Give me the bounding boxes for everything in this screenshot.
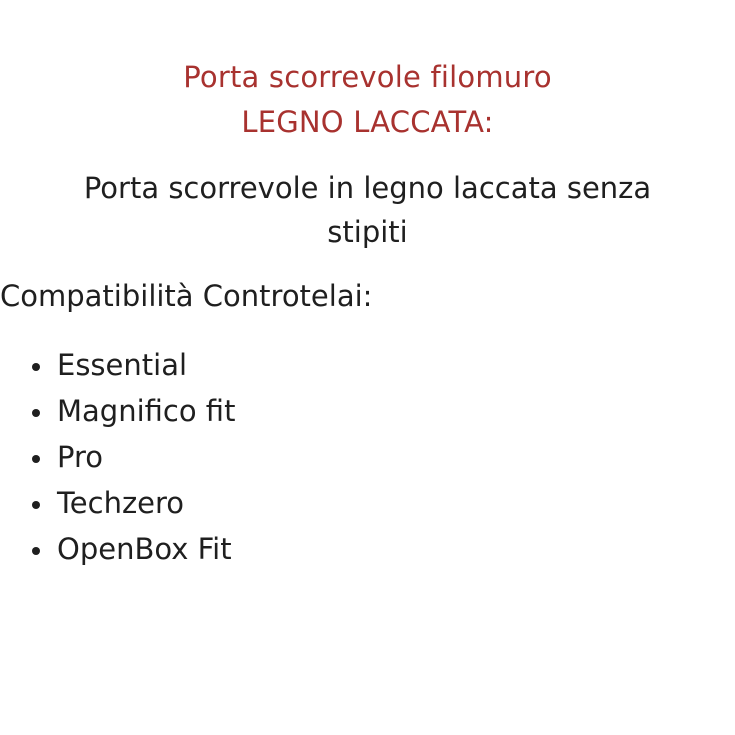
compatibility-item-label: Essential	[57, 348, 188, 382]
bullet-icon	[32, 409, 40, 417]
product-title-line-1: Porta scorrevole filomuro	[183, 60, 552, 94]
compatibility-item-label: Techzero	[57, 486, 185, 520]
compatibility-item-openbox-fit	[30, 529, 235, 575]
bullet-icon	[32, 501, 40, 509]
compatibility-item-label: Pro	[57, 440, 104, 474]
compatibility-item-label: OpenBox Fit	[57, 532, 232, 566]
bullet-icon	[32, 547, 40, 555]
bullet-icon	[32, 455, 40, 463]
product-description-line-1: Porta scorrevole in legno laccata senza	[83, 171, 652, 205]
compatibility-item-magnifico-fit	[30, 391, 235, 437]
compatibility-item-essential	[30, 345, 235, 391]
compatibility-heading: Compatibilità Controtelai:	[0, 279, 373, 313]
compatibility-item-pro	[30, 437, 235, 483]
bullet-icon	[32, 363, 40, 371]
compatibility-item-techzero	[30, 483, 235, 529]
compatibility-item-label: Magnifico fit	[57, 394, 236, 428]
product-description-line-2: stipiti	[327, 215, 408, 249]
product-title-line-2: LEGNO LACCATA:	[241, 105, 494, 139]
compatibility-list	[30, 345, 235, 575]
